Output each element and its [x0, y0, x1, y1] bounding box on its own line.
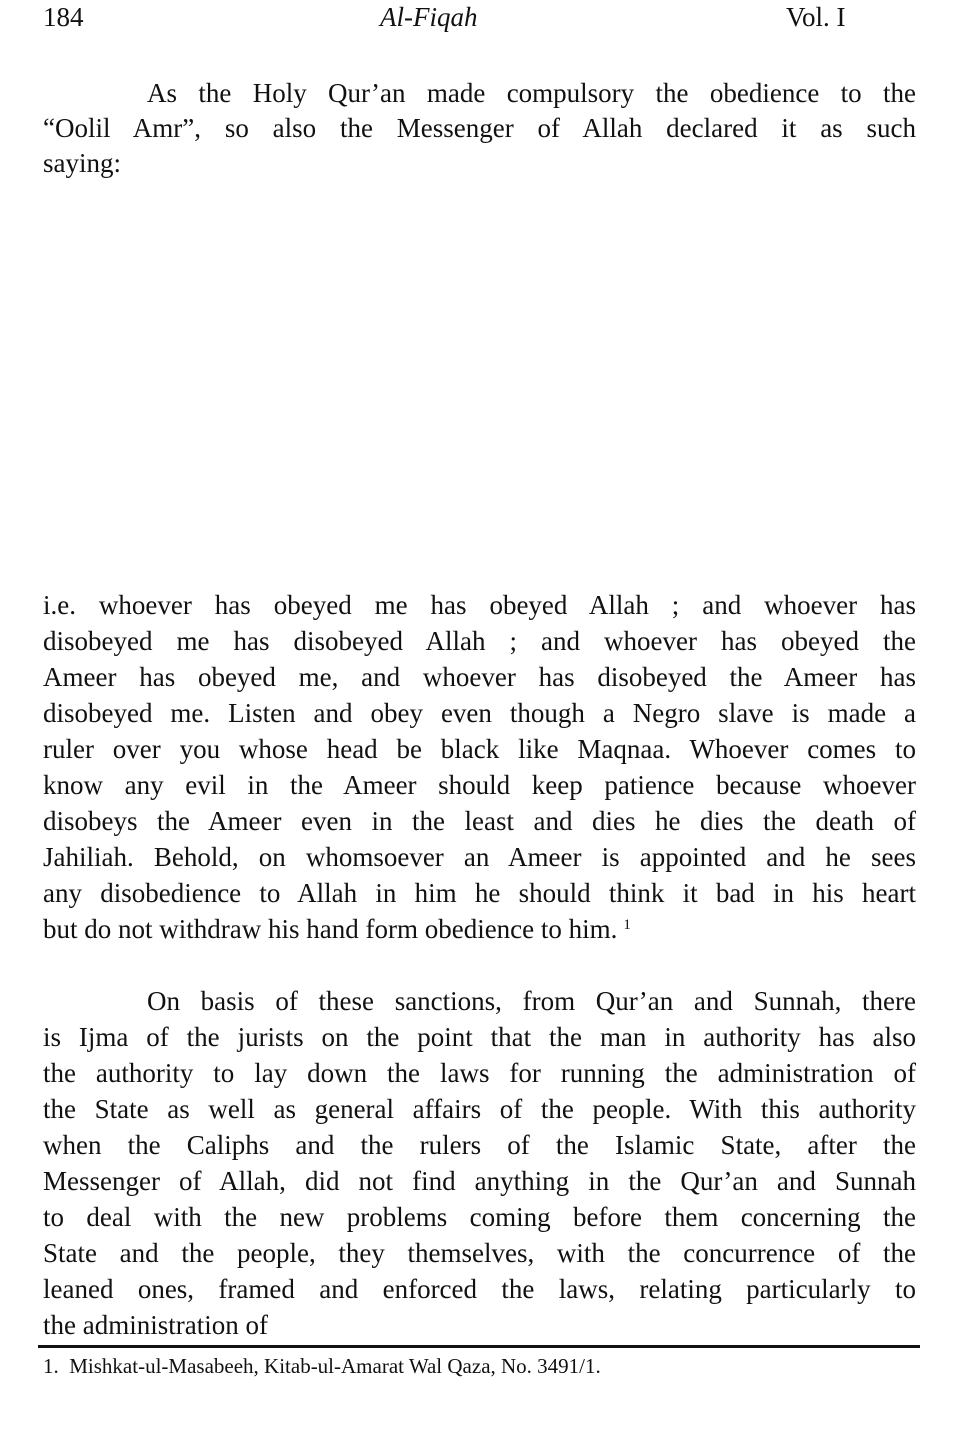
text-line: to deal with the new problems coming before them concerning the — [43, 1202, 916, 1232]
footnote-reference: 1 — [623, 917, 631, 933]
text-line: disobeyed me. Listen and obey even though a Negro slave is made a — [43, 698, 916, 728]
text-line: when the Caliphs and the rulers of the Islamic State, after the — [43, 1130, 916, 1160]
text-line: Messenger of Allah, did not find anything in the Qur’an and Sunnah — [43, 1166, 916, 1196]
page-number: 184 — [43, 2, 84, 32]
text-line-content: but do not withdraw his hand form obedience to him. — [43, 914, 618, 944]
volume-label: Vol. I — [786, 2, 846, 32]
footnote-text: Mishkat-ul-Masabeeh, Kitab-ul-Amarat Wal Qaza, No. 3491/1. — [69, 1354, 601, 1378]
text-line: the authority to lay down the laws for running the administration of — [43, 1058, 916, 1088]
text-line: leaned ones, framed and enforced the laws, relating particularly to — [43, 1274, 916, 1304]
text-line: Ameer has obeyed me, and whoever has disobeyed the Ameer has — [43, 662, 916, 692]
text-line: saying: — [43, 148, 121, 178]
text-line: “Oolil Amr”, so also the Messenger of Allah declared it as such — [43, 113, 916, 143]
footnote-number: 1. — [43, 1354, 59, 1378]
text-line: disobeyed me has disobeyed Allah ; and whoever has obeyed the — [43, 626, 916, 656]
text-line: ruler over you whose head be black like Maqnaa. Whoever comes to — [43, 734, 916, 764]
text-line: State and the people, they themselves, with the concurrence of the — [43, 1238, 916, 1268]
text-line: any disobedience to Allah in him he should think it bad in his heart — [43, 878, 916, 908]
text-line: is Ijma of the jurists on the point that the man in authority has also — [43, 1022, 916, 1052]
footnote-divider — [38, 1345, 920, 1348]
text-line: know any evil in the Ameer should keep patience because whoever — [43, 770, 916, 800]
footnote — [43, 1352, 601, 1380]
text-line: disobeys the Ameer even in the least and dies he dies the death of — [43, 806, 916, 836]
text-line: As the Holy Qur’an made compulsory the obedience to the — [147, 78, 916, 108]
text-line — [43, 911, 916, 947]
text-line: the State as well as general affairs of the people. With this authority — [43, 1094, 916, 1124]
text-line: i.e. whoever has obeyed me has obeyed Allah ; and whoever has — [43, 590, 916, 620]
text-line: Jahiliah. Behold, on whomsoever an Ameer is appointed and he sees — [43, 842, 916, 872]
text-line: the administration of — [43, 1310, 268, 1340]
book-title: Al-Fiqah — [380, 2, 478, 32]
text-line: On basis of these sanctions, from Qur’an and Sunnah, there — [147, 986, 916, 1016]
